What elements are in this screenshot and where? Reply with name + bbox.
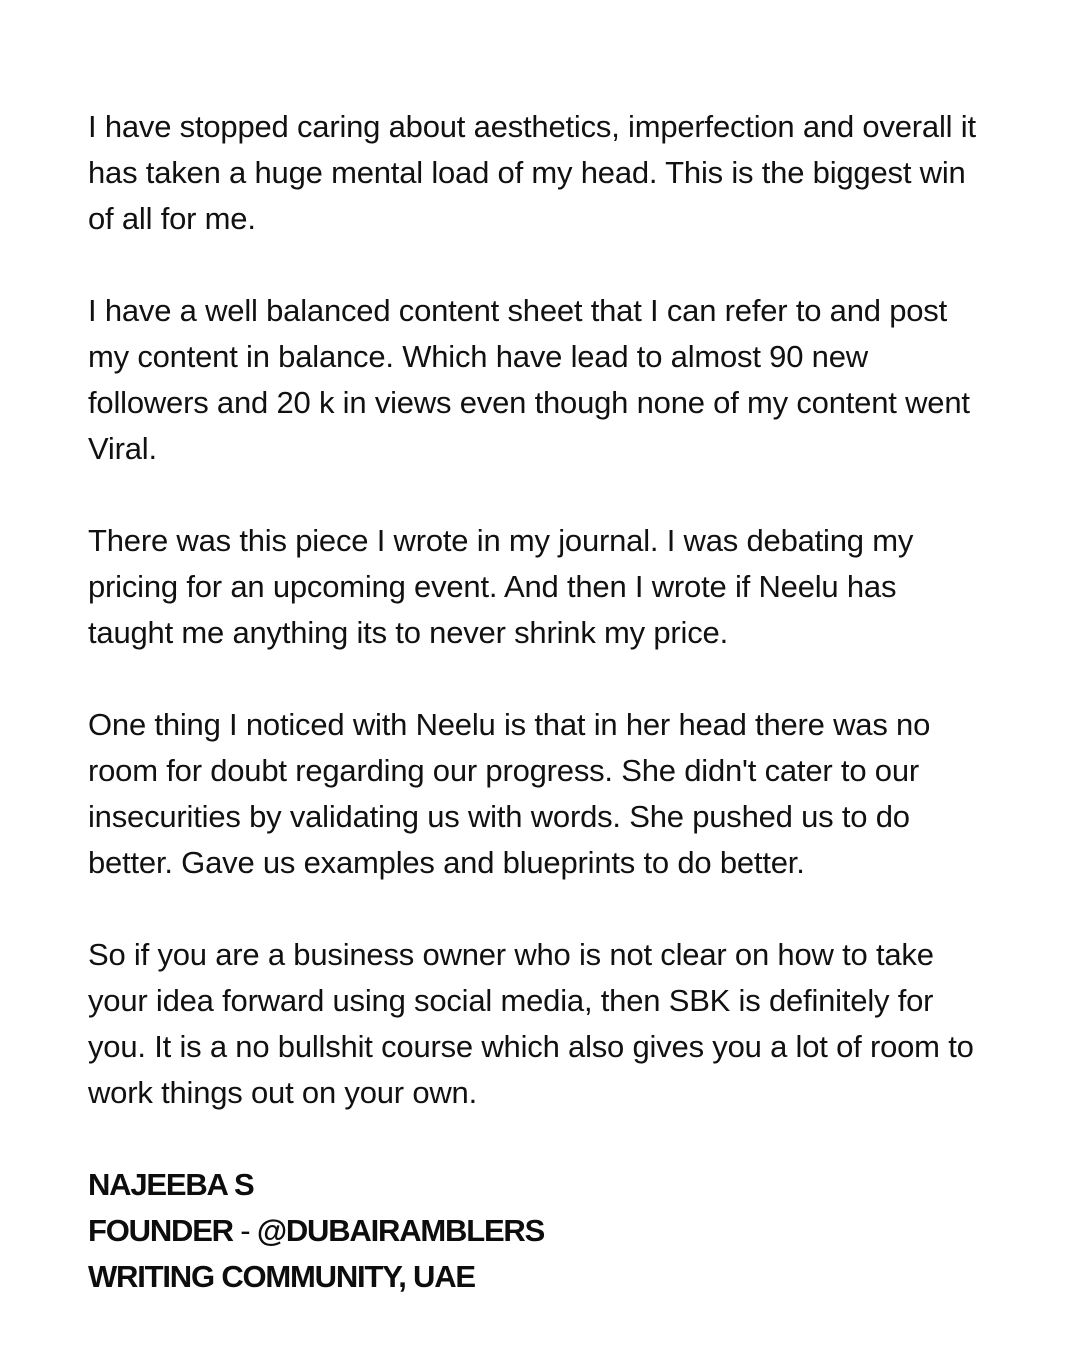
testimonial-body xyxy=(88,104,988,1300)
author-handle: @DUBAIRAMBLERS xyxy=(256,1213,545,1248)
testimonial-paragraph-2: I have a well balanced content sheet that I can refer to and post my content in balance. Which have lead to almost 90 new followers and 20 k in views even though none of my content went Viral. xyxy=(88,293,970,466)
testimonial-paragraph-1: I have stopped caring about aesthetics, imperfection and overall it has taken a huge mental load of my head. This is the biggest win of all for me. xyxy=(88,109,976,236)
testimonial-paragraph-4: One thing I noticed with Neelu is that in her head there was no room for doubt regarding our progress. She didn't cater to our insecurities by validating us with words. She pushed us to do better. Gave us examples and blueprints to do better. xyxy=(88,707,931,880)
author-title: FOUNDER xyxy=(88,1213,233,1248)
testimonial-paragraph-5: So if you are a business owner who is not clear on how to take your idea forward using social media, then SBK is definitely for you. It is a no bullshit course which also gives you a lot of room to work things out on your own. xyxy=(88,937,974,1110)
author-signature xyxy=(88,1162,988,1300)
author-organization: WRITING COMMUNITY, UAE xyxy=(88,1259,475,1294)
testimonial-paragraph-3: There was this piece I wrote in my journal. I was debating my pricing for an upcoming event. And then I wrote if Neelu has taught me anything its to never shrink my price. xyxy=(88,523,914,650)
author-title-line xyxy=(88,1208,988,1254)
author-name: NAJEEBA S xyxy=(88,1167,254,1202)
title-separator: - xyxy=(240,1213,250,1248)
